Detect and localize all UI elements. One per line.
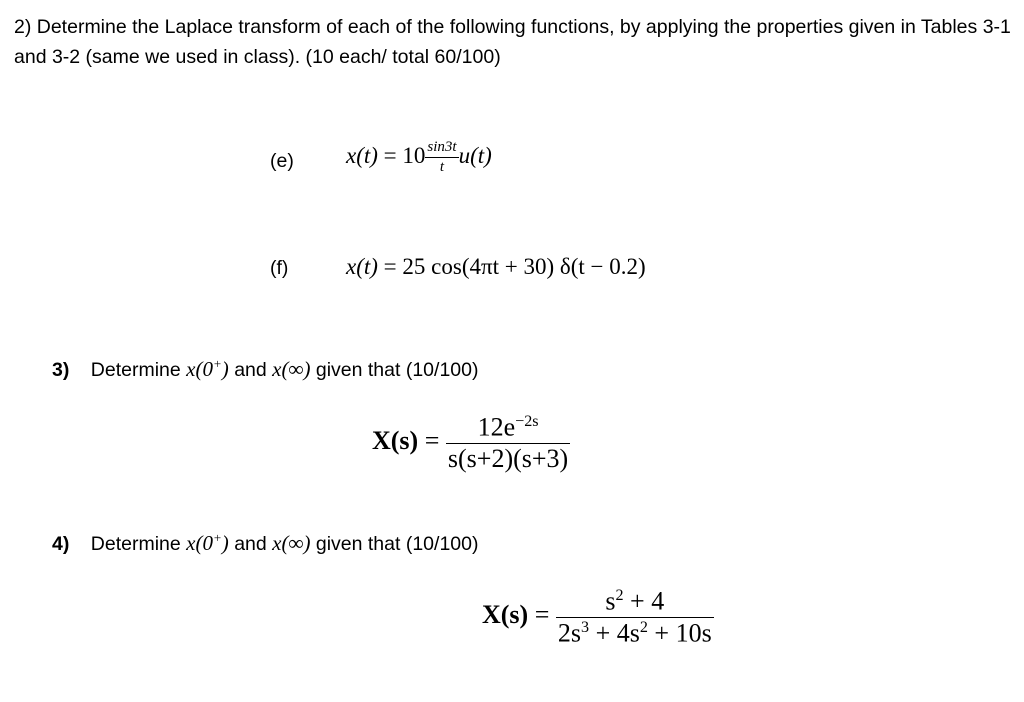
question-4-lhs: X(s) <box>482 600 529 630</box>
part-e-frac-num: sin3t <box>427 139 457 155</box>
problem-2-text: 2) Determine the Laplace transform of each of the following functions, by applying the properties given in Tables 3-1 and 3-2 (same we used in class). (10 each/ total 60/100) <box>14 16 1011 68</box>
part-e-tail: u(t) <box>458 142 492 168</box>
fraction-bar <box>425 157 458 158</box>
part-f-label: (f) <box>270 257 289 279</box>
part-f-lhs: x(t) <box>346 254 378 279</box>
part-e-coef: 10 <box>402 142 426 168</box>
question-4-pre: Determine <box>90 533 181 555</box>
question-3-xinf: x(∞) <box>272 357 311 381</box>
part-f-equation <box>346 254 646 280</box>
part-e-lhs: x(t) <box>346 142 378 168</box>
part-f-rhs: 25 cos(4πt + 30) δ(t − 0.2) <box>402 254 646 279</box>
question-3-mid: and <box>234 359 267 381</box>
question-3-x0: x(0+) <box>186 356 229 381</box>
part-e-label: (e) <box>270 150 294 172</box>
question-3-denominator: s(s+2)(s+3) <box>447 443 569 473</box>
question-4-fraction <box>556 588 714 646</box>
question-4-number: 4) <box>52 533 70 555</box>
question-3-equals: = <box>424 425 440 455</box>
part-f-equals: = <box>383 254 397 279</box>
question-4-heading <box>52 530 478 556</box>
question-3-heading <box>52 356 478 382</box>
part-e-equation <box>346 140 492 175</box>
question-3-equation <box>372 414 570 472</box>
question-4-post: given that (10/100) <box>315 533 479 555</box>
question-4-mid: and <box>234 533 267 555</box>
question-3-pre: Determine <box>90 359 181 381</box>
part-e-equals: = <box>383 142 397 168</box>
question-3-numerator: $12e^{-2s}$ <box>477 412 539 442</box>
question-4-xinf: x(∞) <box>272 531 311 555</box>
question-4-equals: = <box>534 600 550 630</box>
question-4-equation <box>482 588 714 646</box>
question-3-lhs: X(s) <box>372 425 419 455</box>
question-3-number: 3) <box>52 359 70 381</box>
question-3-fraction <box>446 414 570 472</box>
question-4-numerator: $s^2 + 4$ <box>605 586 665 616</box>
question-3-post: given that (10/100) <box>315 359 479 381</box>
part-e-fraction <box>425 140 458 175</box>
question-4-x0: x(0+) <box>186 530 229 555</box>
question-4-denominator: $2s^3 + 4s^2 + 10s$ <box>557 618 712 648</box>
part-e-frac-den: t <box>439 159 445 175</box>
